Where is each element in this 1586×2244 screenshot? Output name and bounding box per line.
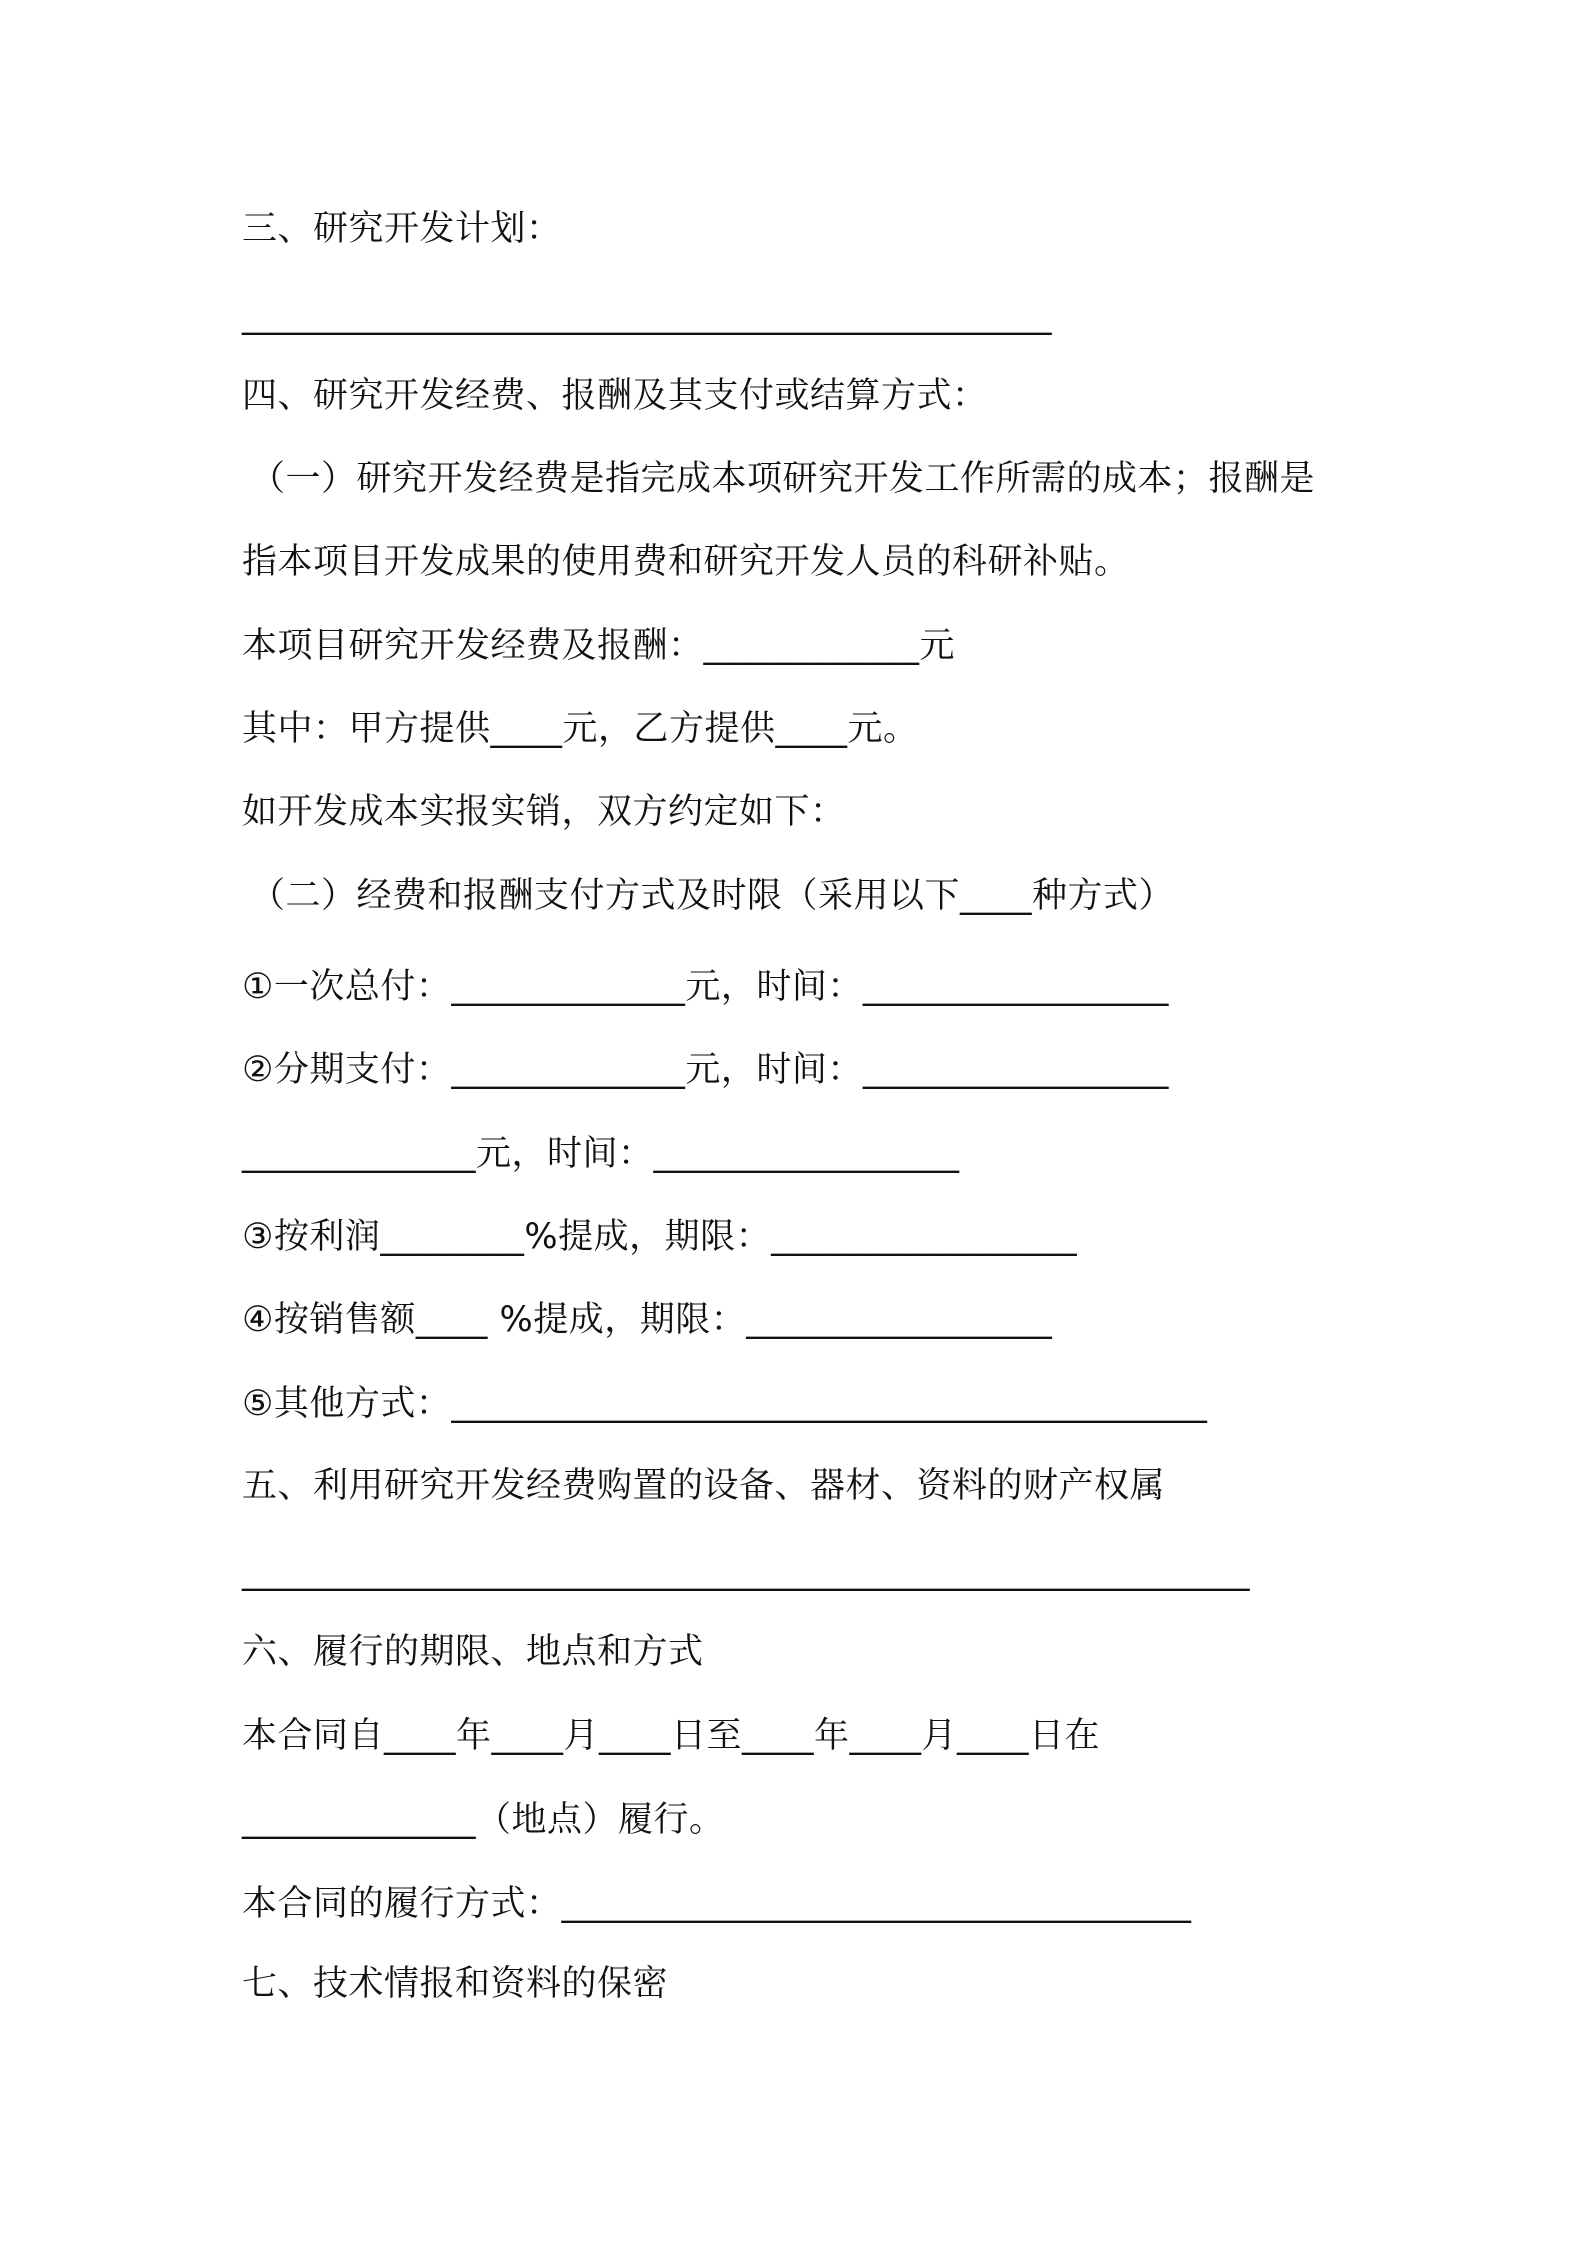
section-4-heading: 四、研究开发经费、报酬及其支付或结算方式： bbox=[242, 376, 988, 416]
payment-option-2-continued: _____________元，时间：_________________ bbox=[242, 1134, 960, 1174]
clause-4-1-line-2: 指本项目开发成果的使用费和研究开发人员的科研补贴。 bbox=[242, 542, 1130, 582]
performance-method-line: 本合同的履行方式：___________________________________ bbox=[242, 1884, 1192, 1924]
section-5-heading: 五、利用研究开发经费购置的设备、器材、资料的财产权属 bbox=[242, 1466, 1166, 1506]
actual-cost-line: 如开发成本实报实销，双方约定如下： bbox=[242, 792, 846, 832]
performance-period-line: 本合同自____年____月____日至____年____月____日在 bbox=[242, 1716, 1101, 1756]
section-7-heading: 七、技术情报和资料的保密 bbox=[242, 1964, 669, 2004]
blank-line-property-rights: ________________________________________________________ bbox=[242, 1552, 1250, 1592]
payment-option-4: ④按销售额____ %提成，期限：_________________ bbox=[242, 1300, 1053, 1340]
clause-4-2-heading: （二）经费和报酬支付方式及时限（采用以下____种方式） bbox=[250, 876, 1175, 916]
party-contribution-line: 其中：甲方提供____元，乙方提供____元。 bbox=[242, 709, 919, 749]
section-3-heading: 三、研究开发计划： bbox=[242, 209, 562, 249]
performance-location-line: _____________（地点）履行。 bbox=[242, 1800, 725, 1840]
payment-option-5: ⑤其他方式：__________________________________________ bbox=[242, 1384, 1208, 1424]
payment-option-1: ①一次总付：_____________元，时间：_________________ bbox=[242, 967, 1169, 1007]
payment-option-3: ③按利润________%提成，期限：_________________ bbox=[242, 1217, 1078, 1257]
section-6-heading: 六、履行的期限、地点和方式 bbox=[242, 1632, 704, 1672]
payment-option-2: ②分期支付：_____________元，时间：_________________ bbox=[242, 1050, 1169, 1090]
total-fee-line: 本项目研究开发经费及报酬：____________元 bbox=[242, 626, 956, 666]
clause-4-1-line-1: （一）研究开发经费是指完成本项研究开发工作所需的成本；报酬是 bbox=[250, 459, 1316, 499]
blank-line-research-plan: _____________________________________________ bbox=[242, 296, 1052, 336]
